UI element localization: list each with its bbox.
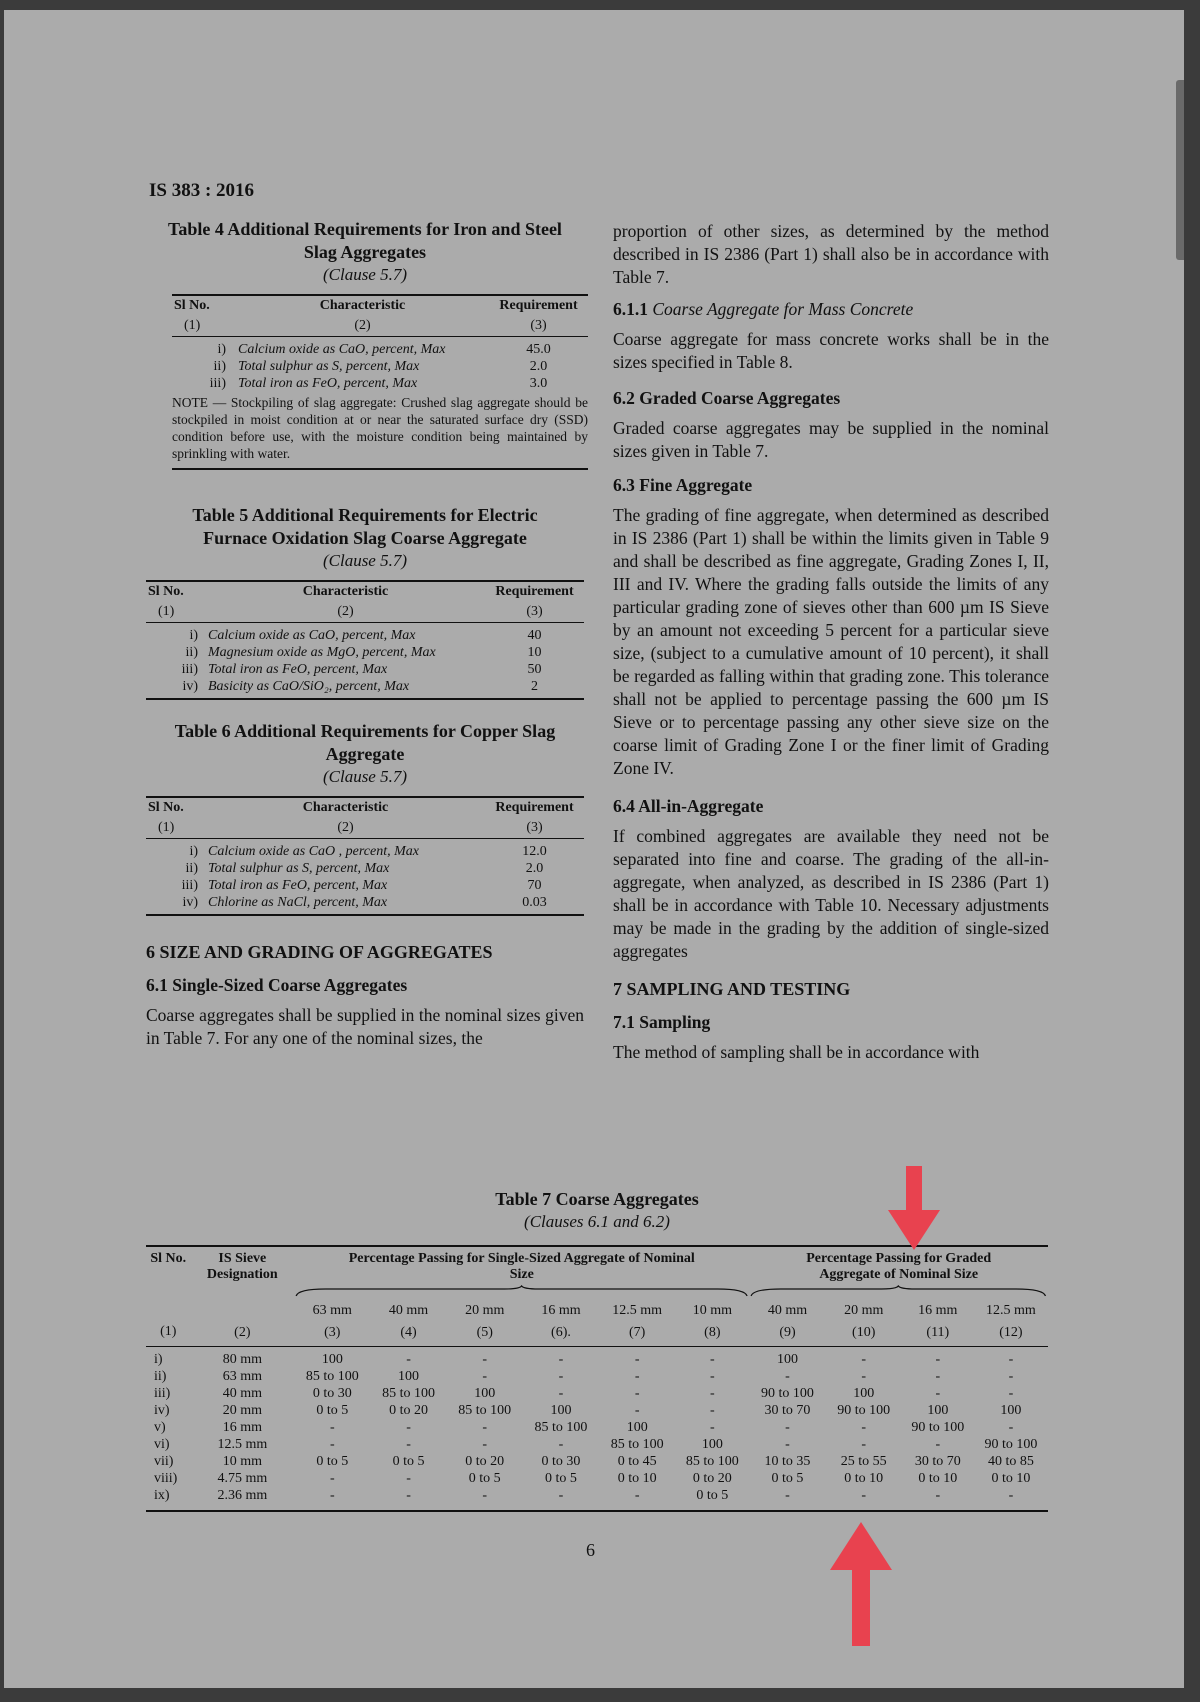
row-req: 40	[527, 628, 542, 643]
cell-value: -	[710, 1420, 715, 1435]
doc-header: IS 383 : 2016	[149, 180, 255, 201]
table4-title-line1: Table 4 Additional Requirements for Iron and Steel	[168, 219, 562, 239]
row-no: iii)	[181, 662, 198, 677]
cell-value: 0 to 20	[465, 1454, 505, 1469]
brace-graded-icon	[749, 1285, 1048, 1297]
cell-value: -	[558, 1488, 564, 1503]
cell-value: 0 to 5	[696, 1488, 729, 1503]
cell-value: -	[406, 1471, 411, 1486]
size-col: 12.5 mm	[612, 1303, 663, 1318]
cell-value: 0 to 10	[617, 1471, 657, 1486]
table6-n1: (1)	[158, 820, 175, 835]
section71-heading: 7.1 Sampling	[613, 1012, 711, 1032]
cell-value: -	[861, 1420, 867, 1435]
sieve-size: 40 mm	[222, 1386, 262, 1401]
colnum: (10)	[852, 1325, 876, 1340]
cell-value: -	[935, 1369, 941, 1384]
row-char: Calcium oxide as CaO , percent, Max	[208, 844, 419, 859]
table-row	[146, 894, 584, 915]
cell-value: 30 to 70	[914, 1454, 961, 1469]
cell-value: 0 to 20	[692, 1471, 732, 1486]
table7-h-graded: Percentage Passing for Graded Aggregate of Nominal Size	[806, 1251, 992, 1282]
cell-value: 85 to 100	[610, 1437, 664, 1452]
row-number: iv)	[154, 1403, 170, 1418]
table-row	[146, 1487, 1048, 1511]
section64-paragraph: If combined aggregates are available they need not be separated into fine and coarse. The grading of the all-in-aggregate, when analyzed, as described in IS 2386 (Part 1) shall be in accordance with Table 10. Necessary adjustments may be made in the grading by the addition of single-sized aggregates	[613, 826, 1049, 961]
colnum: (11)	[926, 1325, 950, 1340]
cell-value: -	[861, 1369, 867, 1384]
row-no: iii)	[209, 376, 226, 391]
row-no: iv)	[182, 895, 198, 910]
size-col: 16 mm	[541, 1303, 581, 1318]
section63-heading: 6.3 Fine Aggregate	[613, 475, 753, 495]
section7-heading: 7 SAMPLING AND TESTING	[613, 979, 851, 999]
table7-grid	[146, 1245, 1048, 1512]
document-page	[4, 10, 1184, 1688]
page-number: 6	[586, 1540, 595, 1560]
section71-paragraph: The method of sampling shall be in accordance with	[613, 1042, 980, 1062]
row-char: Total iron as FeO, percent, Max	[238, 376, 418, 391]
row-number: viii)	[154, 1471, 178, 1486]
colnum: (5)	[476, 1325, 493, 1340]
brace-graded	[749, 1285, 1048, 1302]
cell-value: -	[1008, 1352, 1014, 1367]
cell-value: 10 to 35	[764, 1454, 811, 1469]
row-no: i)	[189, 628, 198, 643]
size-col: 20 mm	[844, 1303, 884, 1318]
cell-value: -	[935, 1488, 941, 1503]
cell-value: 0 to 5	[771, 1471, 804, 1486]
row-no: i)	[217, 342, 226, 357]
table6-title-line1: Table 6 Additional Requirements for Copper Slag	[174, 721, 556, 741]
row-number: ii)	[154, 1369, 167, 1384]
cell-value: -	[558, 1437, 564, 1452]
section61-paragraph: Coarse aggregates shall be supplied in the nominal sizes given in Table 7. For any one of the nominal sizes, the	[146, 1005, 584, 1048]
section62-heading: 6.2 Graded Coarse Aggregates	[613, 388, 841, 408]
size-col: 40 mm	[767, 1303, 808, 1318]
scrollbar-thumb[interactable]	[1176, 80, 1184, 260]
table6-n3: (3)	[526, 820, 543, 835]
row-number: i)	[154, 1352, 163, 1367]
table6-n2: (2)	[337, 820, 354, 835]
cell-value: -	[1008, 1369, 1014, 1384]
section6-heading: 6 SIZE AND GRADING OF AGGREGATES	[146, 942, 493, 962]
row-no: i)	[189, 844, 198, 859]
table5-h-req: Requirement	[495, 584, 574, 599]
table-row	[172, 341, 588, 358]
row-no: iv)	[182, 679, 198, 694]
cell-value: 100	[927, 1403, 949, 1418]
table-row	[146, 860, 584, 877]
cell-value: -	[482, 1352, 488, 1367]
cell-value: -	[861, 1488, 867, 1503]
sieve-size: 16 mm	[222, 1420, 262, 1435]
table5-n1: (1)	[158, 604, 175, 619]
colnum: (12)	[999, 1325, 1023, 1340]
cell-value: 85 to 100	[458, 1403, 512, 1418]
table5	[146, 504, 584, 700]
row-req: 10	[527, 645, 542, 660]
cell-value: 0 to 5	[392, 1454, 425, 1469]
table-row	[146, 1368, 1048, 1385]
table-row	[146, 661, 584, 678]
table7-h-sl: Sl No.	[150, 1251, 187, 1266]
row-char: Total iron as FeO, percent, Max	[208, 878, 388, 893]
cell-value: -	[785, 1420, 790, 1435]
cell-value: -	[710, 1352, 715, 1367]
row-number: v)	[154, 1420, 166, 1435]
row-number: iii)	[154, 1386, 171, 1401]
cell-value: 100	[474, 1386, 496, 1401]
row-char: Calcium oxide as CaO, percent, Max	[208, 628, 416, 643]
cell-value: -	[329, 1420, 335, 1435]
row-req: 50	[527, 662, 542, 677]
table7-h-sieve: IS Sieve Designation	[206, 1251, 278, 1282]
table6-title-line2: Aggregate	[325, 744, 405, 764]
cell-value: 100	[777, 1352, 798, 1367]
cell-value: 90 to 100	[837, 1403, 891, 1418]
row-req: 2.0	[529, 359, 548, 374]
cell-value: 85 to 100	[305, 1369, 359, 1384]
row-no: ii)	[213, 359, 226, 374]
row-req: 2	[531, 679, 538, 694]
cell-value: 0 to 45	[617, 1454, 657, 1469]
table5-n2: (2)	[337, 604, 354, 619]
row-char: Basicity as CaO/SiO₂, percent, Max	[208, 679, 410, 694]
cell-value: 100	[398, 1369, 420, 1384]
row-number: ix)	[154, 1488, 170, 1503]
row-req: 12.0	[522, 844, 547, 859]
sieve-size: 4.75 mm	[217, 1471, 268, 1486]
table4-title-line2: Slag Aggregates	[303, 242, 427, 262]
section62-paragraph: Graded coarse aggregates may be supplied in the nominal sizes given in Table 7.	[613, 418, 1049, 461]
table7-title: Table 7 Coarse Aggregates	[495, 1189, 699, 1209]
cell-value: -	[558, 1386, 564, 1401]
cell-value: -	[861, 1352, 867, 1367]
cell-value: -	[329, 1437, 335, 1452]
cell-value: -	[329, 1488, 335, 1503]
cell-value: 0 to 5	[316, 1403, 349, 1418]
cell-value: 100	[853, 1386, 875, 1401]
up-arrow-icon	[826, 1520, 896, 1650]
cell-value: 100	[701, 1437, 723, 1452]
cell-value: 0 to 30	[541, 1454, 581, 1469]
cell-value: -	[558, 1352, 564, 1367]
table5-grid	[146, 580, 584, 700]
cell-value: -	[935, 1352, 941, 1367]
row-char: Chlorine as NaCl, percent, Max	[208, 895, 388, 910]
cell-value: -	[710, 1369, 715, 1384]
table7-clause: (Clauses 6.1 and 6.2)	[524, 1212, 670, 1231]
cell-value: -	[1008, 1420, 1014, 1435]
cell-value: 85 to 100	[685, 1454, 739, 1469]
down-arrow-icon	[884, 1158, 944, 1258]
brace-single-icon	[294, 1285, 749, 1297]
section64-heading: 6.4 All-in-Aggregate	[613, 796, 764, 816]
table6-h-char: Characteristic	[302, 800, 389, 815]
cell-value: -	[785, 1437, 790, 1452]
cell-value: -	[785, 1488, 790, 1503]
table6-title	[146, 720, 584, 766]
cell-value: -	[1008, 1488, 1014, 1503]
cell-value: 90 to 100	[761, 1386, 814, 1401]
table4-h-char: Characteristic	[319, 298, 406, 313]
row-no: ii)	[185, 861, 198, 876]
row-req: 3.0	[529, 376, 548, 391]
row-char: Calcium oxide as CaO, percent, Max	[238, 342, 446, 357]
table4-n1: (1)	[184, 318, 201, 333]
table5-clause: (Clause 5.7)	[322, 551, 408, 570]
cell-value: -	[406, 1352, 411, 1367]
table5-h-sl: Sl No.	[148, 584, 184, 599]
cell-value: 0 to 10	[844, 1471, 884, 1486]
table7-h-single: Percentage Passing for Single-Sized Aggregate of Nominal Size	[348, 1251, 695, 1282]
colnum: (2)	[234, 1325, 251, 1340]
colnum: (7)	[629, 1325, 646, 1340]
cell-value: 0 to 10	[991, 1471, 1031, 1486]
cell-value: -	[935, 1386, 941, 1401]
size-col: 20 mm	[465, 1303, 505, 1318]
cell-value: -	[482, 1488, 488, 1503]
table-row	[146, 678, 584, 699]
cell-value: -	[634, 1403, 640, 1418]
table4-note: NOTE — Stockpiling of slag aggregate: Crushed slag aggregate should be stockpiled in moist condition at or near the saturated surface dry (SSD) condition before use, with the moisture condition being maintained by sprinkling with water.	[172, 392, 588, 470]
cell-value: 100	[550, 1403, 572, 1418]
cell-value: 85 to 100	[382, 1386, 435, 1401]
cell-value: 100	[1000, 1403, 1022, 1418]
section611-number: 6.1.1	[613, 299, 648, 319]
table6	[146, 720, 584, 916]
sieve-size: 10 mm	[222, 1454, 262, 1469]
cell-value: -	[406, 1437, 411, 1452]
continued-paragraph: proportion of other sizes, as determined by the method described in IS 2386 (Part 1) shall also be in accordance with Table 7.	[613, 221, 1049, 287]
table4-title	[150, 218, 580, 264]
table6-grid	[146, 796, 584, 916]
cell-value: 0 to 10	[918, 1471, 958, 1486]
brace-single	[294, 1285, 749, 1302]
row-number: vii)	[154, 1454, 174, 1469]
table5-n3: (3)	[526, 604, 543, 619]
left-column	[146, 218, 588, 1050]
sieve-size: 20 mm	[222, 1403, 262, 1418]
table4-n3: (3)	[530, 318, 547, 333]
colnum: (3)	[324, 1325, 341, 1340]
table5-title-line1: Table 5 Additional Requirements for Electric	[192, 505, 538, 525]
table4	[146, 218, 588, 470]
cell-value: 100	[626, 1420, 648, 1435]
row-req: 0.03	[522, 895, 547, 910]
colnum: (4)	[400, 1325, 417, 1340]
section63-paragraph: The grading of fine aggregate, when determined as described in IS 2386 (Part 1) shall be within the limits given in Table 9 and shall be described as fine aggregate, Grading Zones I, II, III and IV. Where the grading falls outside the limits of any particular grading zone of sieves other than 600 µm IS Sieve by an amount not exceeding 5 percent for a particular sieve size, (subject to a cumulative amount of 10 percent), it shall be regarded as falling within that grading zone. This tolerance shall not be applied to percentage passing the 600 µm IS Sieve or to percentage passing any other sieve size on the coarse limit of Grading Zone I or the finer limit of Grading Zone IV.	[613, 505, 1049, 778]
cell-value: -	[861, 1437, 867, 1452]
cell-value: 0 to 20	[389, 1403, 428, 1418]
table-row	[146, 644, 584, 661]
row-no: ii)	[185, 645, 198, 660]
table5-title	[146, 504, 584, 550]
row-char: Total sulphur as S, percent, Max	[208, 861, 390, 876]
size-col: 16 mm	[918, 1303, 958, 1318]
table-row	[146, 1436, 1048, 1453]
cell-value: 90 to 100	[984, 1437, 1038, 1452]
cell-value: 25 to 55	[840, 1454, 887, 1469]
table-row	[172, 358, 588, 375]
section611-heading	[613, 299, 1049, 320]
cell-value: 100	[321, 1352, 343, 1367]
row-char: Total sulphur as S, percent, Max	[238, 359, 420, 374]
row-req: 45.0	[526, 342, 551, 357]
table5-title-line2: Furnace Oxidation Slag Coarse Aggregate	[203, 528, 527, 548]
cell-value: 30 to 70	[764, 1403, 811, 1418]
table4-h-req: Requirement	[499, 298, 578, 313]
cell-value: 85 to 100	[534, 1420, 588, 1435]
cell-value: -	[329, 1471, 335, 1486]
cell-value: -	[1008, 1386, 1014, 1401]
table-row	[146, 843, 584, 860]
cell-value: -	[406, 1420, 411, 1435]
colnum: (1)	[160, 1324, 177, 1339]
cell-value: 0 to 5	[545, 1471, 577, 1486]
table7-body	[146, 1347, 1048, 1512]
table-row	[146, 1453, 1048, 1470]
cell-value: -	[482, 1420, 488, 1435]
cell-value: -	[634, 1352, 640, 1367]
row-req: 70	[527, 878, 542, 893]
table-row	[146, 877, 584, 894]
table-row	[146, 1470, 1048, 1487]
table-row	[146, 1419, 1048, 1436]
table4-grid	[172, 294, 588, 392]
table5-h-char: Characteristic	[302, 584, 389, 599]
section611-paragraph: Coarse aggregate for mass concrete works shall be in the sizes specified in Table 8.	[613, 329, 1049, 372]
sieve-size: 12.5 mm	[217, 1437, 268, 1452]
cell-value: -	[558, 1369, 564, 1384]
cell-value: -	[482, 1437, 488, 1452]
table-row	[146, 1347, 1048, 1369]
cell-value: -	[785, 1369, 790, 1384]
cell-value: -	[482, 1369, 488, 1384]
cell-value: -	[634, 1386, 640, 1401]
table6-clause: (Clause 5.7)	[322, 767, 408, 786]
row-char: Magnesium oxide as MgO, percent, Max	[208, 645, 436, 660]
sieve-size: 63 mm	[222, 1369, 262, 1384]
table4-n2: (2)	[354, 318, 371, 333]
cell-value: -	[935, 1437, 941, 1452]
sieve-size: 2.36 mm	[217, 1488, 268, 1503]
table-row	[146, 1402, 1048, 1419]
cell-value: -	[634, 1488, 640, 1503]
cell-value: 0 to 5	[468, 1471, 501, 1486]
size-col: 10 mm	[692, 1303, 732, 1318]
table6-h-req: Requirement	[495, 800, 574, 815]
cell-value: -	[710, 1403, 715, 1418]
table4-clause: (Clause 5.7)	[322, 265, 408, 284]
cell-value: 0 to 30	[312, 1386, 352, 1401]
section611-title: Coarse Aggregate for Mass Concrete	[652, 299, 914, 319]
size-col: 12.5 mm	[986, 1303, 1036, 1318]
table-row	[146, 1385, 1048, 1402]
colnum: (8)	[704, 1325, 721, 1340]
row-req: 2.0	[525, 861, 544, 876]
cell-value: 0 to 5	[316, 1454, 349, 1469]
sieve-size: 80 mm	[222, 1352, 262, 1367]
right-column	[613, 220, 1049, 1064]
cell-value: -	[406, 1488, 411, 1503]
row-number: vi)	[154, 1437, 170, 1452]
section61-heading: 6.1 Single-Sized Coarse Aggregates	[146, 975, 408, 995]
size-col: 63 mm	[312, 1303, 352, 1318]
row-no: iii)	[181, 878, 198, 893]
cell-value: -	[710, 1386, 715, 1401]
colnum: (6).	[551, 1325, 571, 1340]
row-char: Total iron as FeO, percent, Max	[208, 662, 388, 677]
table4-h-sl: Sl No.	[174, 298, 210, 313]
table-row	[172, 375, 588, 392]
colnum: (9)	[779, 1325, 796, 1340]
cell-value: -	[634, 1369, 640, 1384]
table-row	[146, 627, 584, 644]
size-col: 40 mm	[388, 1303, 429, 1318]
table6-h-sl: Sl No.	[148, 800, 184, 815]
cell-value: 90 to 100	[911, 1420, 965, 1435]
cell-value: 40 to 85	[987, 1454, 1034, 1469]
